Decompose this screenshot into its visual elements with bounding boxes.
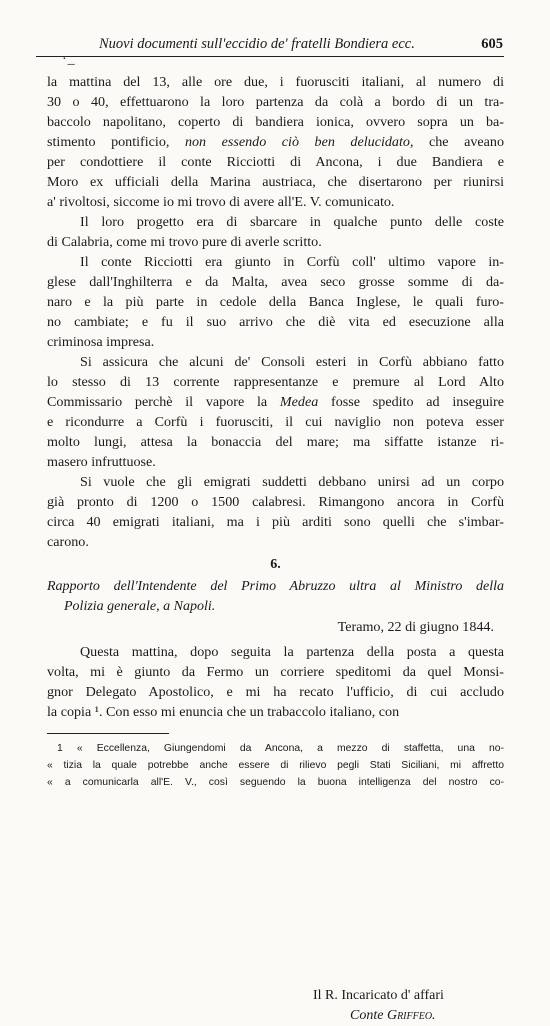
text-line: Il conte Ricciotti era giunto in Corfù coll' ultimo vapore in- <box>80 254 504 270</box>
text-line: e ricondurre a Corfù i fuorusciti, il cui naviglio non poteva esser <box>47 414 504 430</box>
page-number: 605 <box>481 36 503 52</box>
text-line: naro e la più parte in cedole della Banca Inglese, le quali furo- <box>47 294 504 310</box>
text-line: la mattina del 13, alle ore due, i fuorusciti italiani, al numero di <box>47 74 504 90</box>
footnote-rule <box>47 733 169 734</box>
document-number: 6. <box>270 557 281 572</box>
text-line: di Calabria, come mi trovo pure di averle scritto. <box>47 234 322 250</box>
text-line: già pronto di 1200 o 1500 calabresi. Rimangono ancora in Corfù <box>47 494 504 510</box>
document-title-line: Rapporto dell'Intendente del Primo Abruzzo ultra al Ministro della <box>47 579 504 594</box>
paragraph <box>47 252 504 352</box>
running-title: Nuovi documenti sull'eccidio de' fratelli Bondiera ecc. <box>99 36 415 52</box>
text-line: glese dall'Inghilterra e da Malta, avea seco grosse somme di da- <box>47 274 504 290</box>
footnote-line: « tizia la quale potrebbe anche essere di rilievo pegli Stati Siciliani, mi affretto <box>47 760 504 771</box>
stray-mark: ·_ <box>62 52 76 67</box>
paragraph <box>47 212 504 252</box>
text-line: per condottiere il conte Ricciotti di Ancona, i due Bandiera e <box>47 154 504 170</box>
text-line: no cambiate; e fu il suo arrivo che diè vita ed esecuzione alla <box>47 314 504 330</box>
running-header <box>47 36 503 54</box>
paragraph <box>47 642 504 722</box>
footnote-line: 1 « Eccellenza, Giungendomi da Ancona, a mezzo di staffetta, una no- <box>57 743 504 754</box>
text-line: gnor Delegato Apostolico, e mi ha recato l'ufficio, di cui accludo <box>47 684 504 700</box>
text-line: criminosa impresa. <box>47 334 155 350</box>
signature-name: Conte Griffeo. <box>350 1008 436 1023</box>
text-line: circa 40 emigrati italiani, ma i più arditi sono quelli che s'imbar- <box>47 514 504 530</box>
footnotes <box>47 740 504 791</box>
paragraph <box>47 472 504 552</box>
text-line: molto lungi, attesa la bonaccia del mare; ma siffatte istanze ri- <box>47 434 504 450</box>
text-line: masero infruttuose. <box>47 454 156 470</box>
text-line: volta, mi è giunto da Fermo un corriere speditomi da quel Monsi- <box>47 664 504 680</box>
text-line: 30 o 40, effettuarono la loro partenza da colà a bordo di un tra- <box>47 94 504 110</box>
text-line: Si vuole che gli emigrati suddetti debbano unirsi ad un corpo <box>80 474 504 490</box>
paragraph <box>47 72 504 212</box>
text-line: a' rivoltosi, siccome io mi trovo di avere all'E. V. comunicato. <box>47 194 395 210</box>
document-title-line: Polizia generale, a Napoli. <box>64 599 216 614</box>
text-line: Si assicura che alcuni de' Consoli esteri in Corfù abbiano fatto <box>80 354 504 370</box>
text-line: la copia ¹. Con esso mi enuncia che un trabaccolo italiano, con <box>47 704 400 720</box>
footnote-line: « a comunicarla all'E. V., così seguendo la buona intelligenza del nostro co- <box>47 777 504 788</box>
text-line: lo stesso di 13 corrente rappresentanze e premure al Lord Alto <box>47 374 504 390</box>
text-line: Moro ex ufficiali della Marina austriaca, che disertarono per riunirsi <box>47 174 504 190</box>
text-line: stimento pontificio, non essendo ciò ben delucidato, che aveano <box>47 134 504 150</box>
text-line: baccolo napolitano, coperto di bandiera ionica, ovvero sopra un ba- <box>47 114 504 130</box>
text-line: Questa mattina, dopo seguita la partenza della posta a questa <box>80 644 504 660</box>
document-title <box>47 577 504 617</box>
text-line: carono. <box>47 534 89 550</box>
paragraph <box>47 352 504 472</box>
text-line: Il loro progetto era di sbarcare in qualche punto delle coste <box>80 214 504 230</box>
header-rule <box>36 56 504 57</box>
signature-title: Il R. Incaricato d' affari <box>313 988 444 1003</box>
text-line: Commissario perchè il vapore la Medea fosse spedito ad inseguire <box>47 394 504 410</box>
dateline: Teramo, 22 di giugno 1844. <box>337 619 494 635</box>
